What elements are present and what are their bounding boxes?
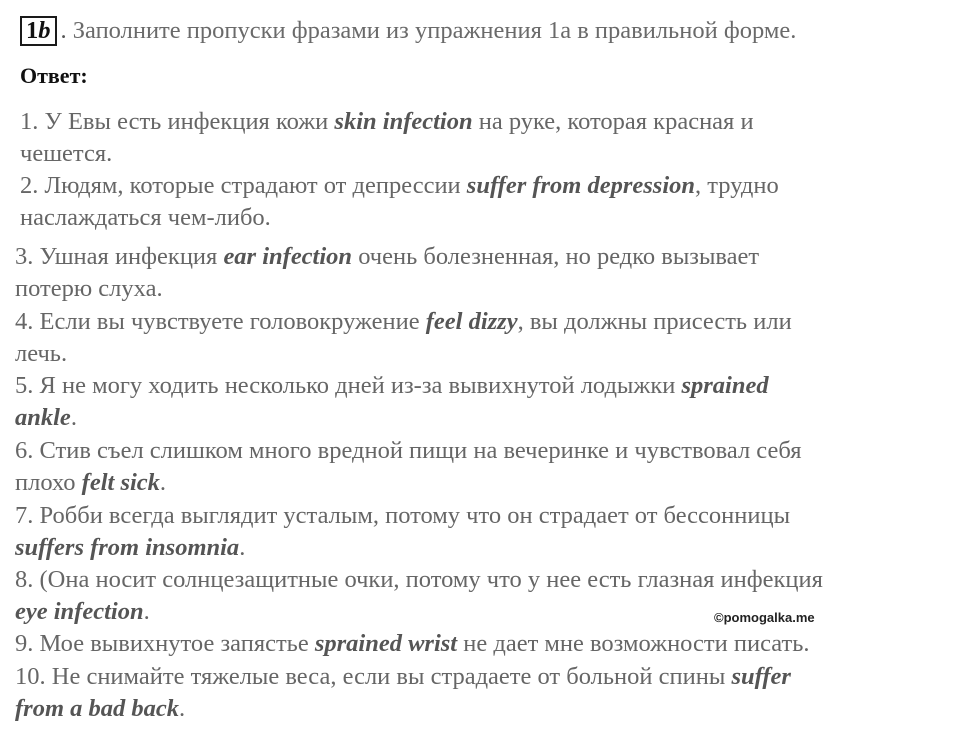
phrase: ankle [15,404,71,431]
list-item: 5. Я не могу ходить несколько дней из-за вывихнутой лодыжки sprained ankle. [15,372,769,431]
task-letter: b [38,17,51,44]
watermark: ©pomogalka.me [714,610,815,625]
phrase: skin infection [334,108,473,135]
list-item: 4. Если вы чувствуете головокружение feel dizzy, вы должны присесть или лечь. [15,308,792,367]
list-item: 6. Стив съел слишком много вредной пищи на вечеринке и чувствовал себя плохо felt sick. [15,437,802,496]
phrase: eye infection [15,598,144,625]
list-item: 10. Не снимайте тяжелые веса, если вы страдаете от больной спины suffer from a bad back. [15,663,791,722]
phrase: suffer [731,663,791,690]
task-dot: . [60,17,67,44]
list-item: 3. Ушная инфекция ear infection очень болезненная, но редко вызывает потерю слуха. [15,243,760,302]
list-item: 8. (Она носит солнцезащитные очки, потому что у нее есть глазная инфекция eye infection. [15,566,823,625]
phrase: ear infection [223,243,353,270]
phrase: suffers from insomnia [15,534,240,561]
list-item: 7. Робби всегда выглядит усталым, потому что он страдает от бессонницы suffers from insomnia. [15,502,791,561]
list-item: 1. У Евы есть инфекция кожи skin infection на руке, которая красная и чешется. [20,108,754,167]
phrase: felt sick [81,469,160,496]
list-item: 2. Людям, которые страдают от депрессии suffer from depression, трудно наслаждаться чем-либо. [20,172,779,231]
answer-label: Ответ: [20,63,88,88]
phrase: sprained wrist [314,630,458,657]
task-heading [20,14,950,48]
phrase: sprained [681,372,769,399]
phrase: suffer from depression [466,172,696,199]
task-number: 1 [26,17,39,44]
task-instruction: Заполните пропуски фразами из упражнения 1а в правильной форме. [72,17,797,44]
phrase: from a bad back [15,695,179,722]
list-item: 9. Мое вывихнутое запястье sprained wrist не дает мне возможности писать. [15,630,810,657]
task-number-box [20,16,57,46]
phrase: feel dizzy [425,308,518,335]
